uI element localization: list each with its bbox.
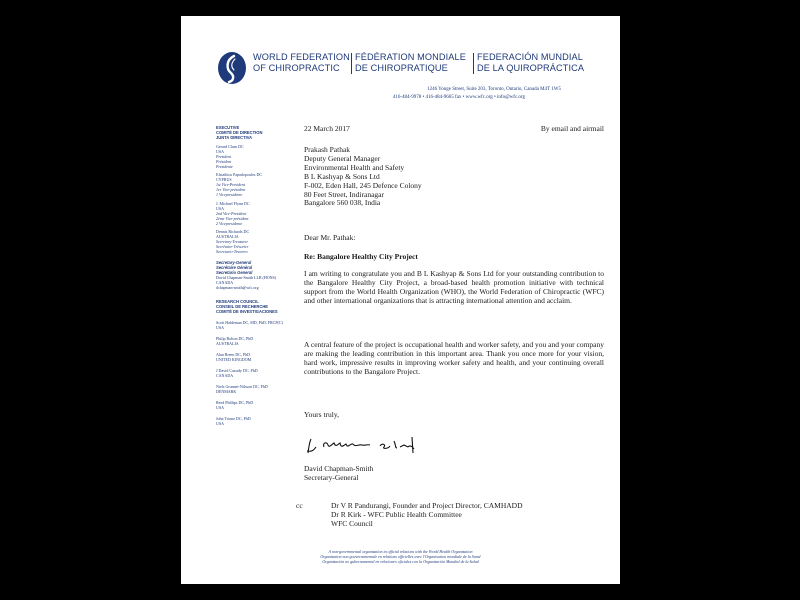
cc-recipient: Dr V R Pandurangi, Founder and Project Director, CAMHADD: [331, 501, 523, 510]
sg-name: David Chapman-Smith LLB (HONS): [216, 275, 277, 280]
member-title: 2 Vicepresidente: [216, 220, 243, 226]
heading-line: COMITÉ DE DIRECTION: [216, 130, 263, 135]
member-country: USA: [216, 405, 225, 410]
recipient-address: [304, 146, 422, 208]
header-divider: [351, 53, 352, 74]
executive-heading: [216, 125, 298, 140]
member-title: President: [216, 153, 232, 159]
footer-line: Organisation non gouvernementale en relations officielles avec l'Organisation mondiale de la Santé: [320, 554, 481, 560]
research-member: [216, 384, 298, 394]
member-country: USA: [216, 325, 225, 330]
member-country: DENMARK: [216, 389, 237, 394]
sg-title: Secrétaire Général: [216, 265, 253, 270]
org-name-english: [253, 52, 350, 74]
heading-line: JUNTA DIRECTIVA: [216, 135, 253, 140]
member-name: Alan Breen DC, PhD: [216, 352, 250, 357]
executive-member: [216, 201, 298, 226]
letter-page: [181, 16, 620, 584]
member-name: Niels Grunnet-Nilsson DC, PhD: [216, 384, 268, 389]
secretary-general-entry: [216, 260, 298, 290]
salutation: Dear Mr. Pathak:: [304, 233, 356, 242]
recipient-line: Prakash Pathak: [304, 145, 351, 154]
contact-line: 416-484-9978 • 416-484-9665 fax • www.wfc.org • info@wfc.org: [392, 95, 525, 100]
org-fr-line-1: FÉDÉRATION MONDIALE: [355, 52, 466, 62]
recipient-line: Bangalore 560 038, India: [304, 198, 381, 208]
member-name: Efstathios Papadopoulos DC: [216, 172, 262, 177]
member-country: CANADA: [216, 373, 234, 378]
spiral-logo-icon: [217, 51, 247, 85]
member-title: Secretary-Treasurer: [216, 239, 248, 244]
executive-member: [216, 172, 298, 197]
heading-line: EXECUTIVE: [216, 125, 240, 130]
address-line: 1246 Yonge Street, Suite 203, Toronto, Ontario, Canada M4T 1W5: [427, 87, 561, 92]
heading-line: RESEARCH COUNCIL: [216, 299, 259, 304]
closing: Yours truly,: [304, 410, 340, 419]
footer-line: Organización no gubernamental en relaciones oficiales con la Organización Mundial de la Salud: [322, 559, 479, 565]
member-country: UNITED KINGDOM: [216, 357, 252, 362]
sidebar-directory: [216, 125, 298, 426]
research-heading: [216, 299, 298, 314]
research-member: [216, 400, 298, 410]
heading-line: COMITÉ DE INVESTIGACIONES: [216, 309, 278, 314]
member-name: Philip Bolton DC, PhD: [216, 336, 254, 341]
body-paragraph-1: I am writing to congratulate you and B L Kashyap & Sons Ltd for your outstanding contribution to the Bangalore Healthy City Project, a broad-based health promotion initiative with technical support from the World Health Organization (WHO), the World Federation of Chiropractic (WFC) and other international organizations that is attracting international attention and acclaim.: [304, 269, 604, 305]
member-title: 2ème Vice-président: [216, 215, 249, 221]
sg-email: dchapman-smith@wfc.org: [216, 285, 259, 290]
member-country: USA: [216, 421, 225, 426]
recipient-line: Environmental Health and Safety: [304, 162, 405, 172]
member-name: Gerard Clum DC: [216, 143, 244, 149]
member-name: John Triano DC, PhD: [216, 416, 251, 421]
recipient-line: 80 Feet Street, Indiranagar: [304, 189, 384, 199]
cc-list: [331, 502, 522, 529]
research-member: [216, 416, 298, 426]
sg-title: Secretary-General: [216, 260, 252, 265]
executive-member: [216, 144, 298, 169]
org-fr-line-2: DE CHIROPRATIQUE: [355, 63, 448, 73]
member-name: Dennis Richards DC: [216, 229, 250, 234]
org-es-line-2: DE LA QUIROPRÁCTICA: [477, 63, 585, 73]
recipient-line: Deputy General Manager: [304, 153, 381, 163]
header-divider: [473, 53, 474, 74]
member-title: 1 Vicepresidente: [216, 192, 243, 197]
member-title: 1er Vice-président: [216, 187, 246, 192]
member-name: Reed Phillips DC, PhD: [216, 400, 254, 405]
research-member: [216, 352, 298, 362]
member-title: 2nd Vice-President: [216, 210, 247, 216]
footer-note: [181, 549, 620, 565]
member-country: AUSTRALIA: [216, 234, 239, 239]
cc-recipient: Dr R Kirk - WFC Public Health Committee: [331, 509, 462, 519]
member-name: Scott Haldeman DC, MD, PhD, FRCP(C): [216, 320, 283, 325]
research-member: [216, 368, 298, 378]
research-member: [216, 320, 298, 330]
member-title: 1st Vice-President: [216, 182, 245, 187]
member-title: Secretario-Tesorero: [216, 249, 248, 254]
member-name: J David Cassidy DC, PhD: [216, 368, 258, 373]
cc-label: cc: [296, 501, 303, 510]
member-name: J. Michael Flynn DC: [216, 200, 250, 206]
sg-country: CANADA: [216, 280, 234, 285]
member-country: USA: [216, 148, 225, 154]
sg-title: Secretario General: [216, 270, 253, 275]
body-paragraph-2: A central feature of the project is occupational health and worker safety, and you and your company are making the leading contribution in this important area. Thank you once more for your vision, hard work, impressive results in improving worker safety and health, and your continuing overall contributions to the Bangalore Project.: [304, 340, 604, 376]
delivery-method: By email and airmail: [540, 124, 604, 133]
member-title: Secrétaire-Trésorier: [216, 244, 249, 249]
member-title: Presidente: [216, 163, 233, 169]
org-name-french: [355, 52, 466, 74]
handwritten-signature: [304, 431, 424, 459]
signatory-name: David Chapman-Smith: [304, 464, 374, 473]
heading-line: CONSEIL DE RECHERCHE: [216, 304, 269, 309]
member-country: USA: [216, 205, 225, 211]
member-country: CYPRUS: [216, 177, 232, 182]
subject-line: Re: Bangalore Healthy City Project: [304, 252, 418, 261]
member-country: AUSTRALIA: [216, 341, 239, 346]
org-en-line-2: OF CHIROPRACTIC: [253, 63, 340, 73]
org-es-line-1: FEDERACIÓN MUNDIAL: [477, 52, 583, 62]
research-member: [216, 336, 298, 346]
org-name-spanish: [477, 52, 584, 74]
org-en-line-1: WORLD FEDERATION: [253, 52, 350, 62]
cc-recipient: WFC Council: [331, 518, 373, 528]
member-title: Président: [216, 158, 232, 164]
footer-line: A non-governmental organization in official relations with the World Health Organization: [328, 549, 473, 554]
recipient-line: F-002, Eden Hall, 245 Defence Colony: [304, 180, 422, 190]
executive-member: [216, 229, 298, 254]
recipient-line: B L Kashyap & Sons Ltd: [304, 171, 380, 181]
letter-date: 22 March 2017: [304, 124, 350, 133]
signatory-title: Secretary-General: [304, 473, 359, 482]
